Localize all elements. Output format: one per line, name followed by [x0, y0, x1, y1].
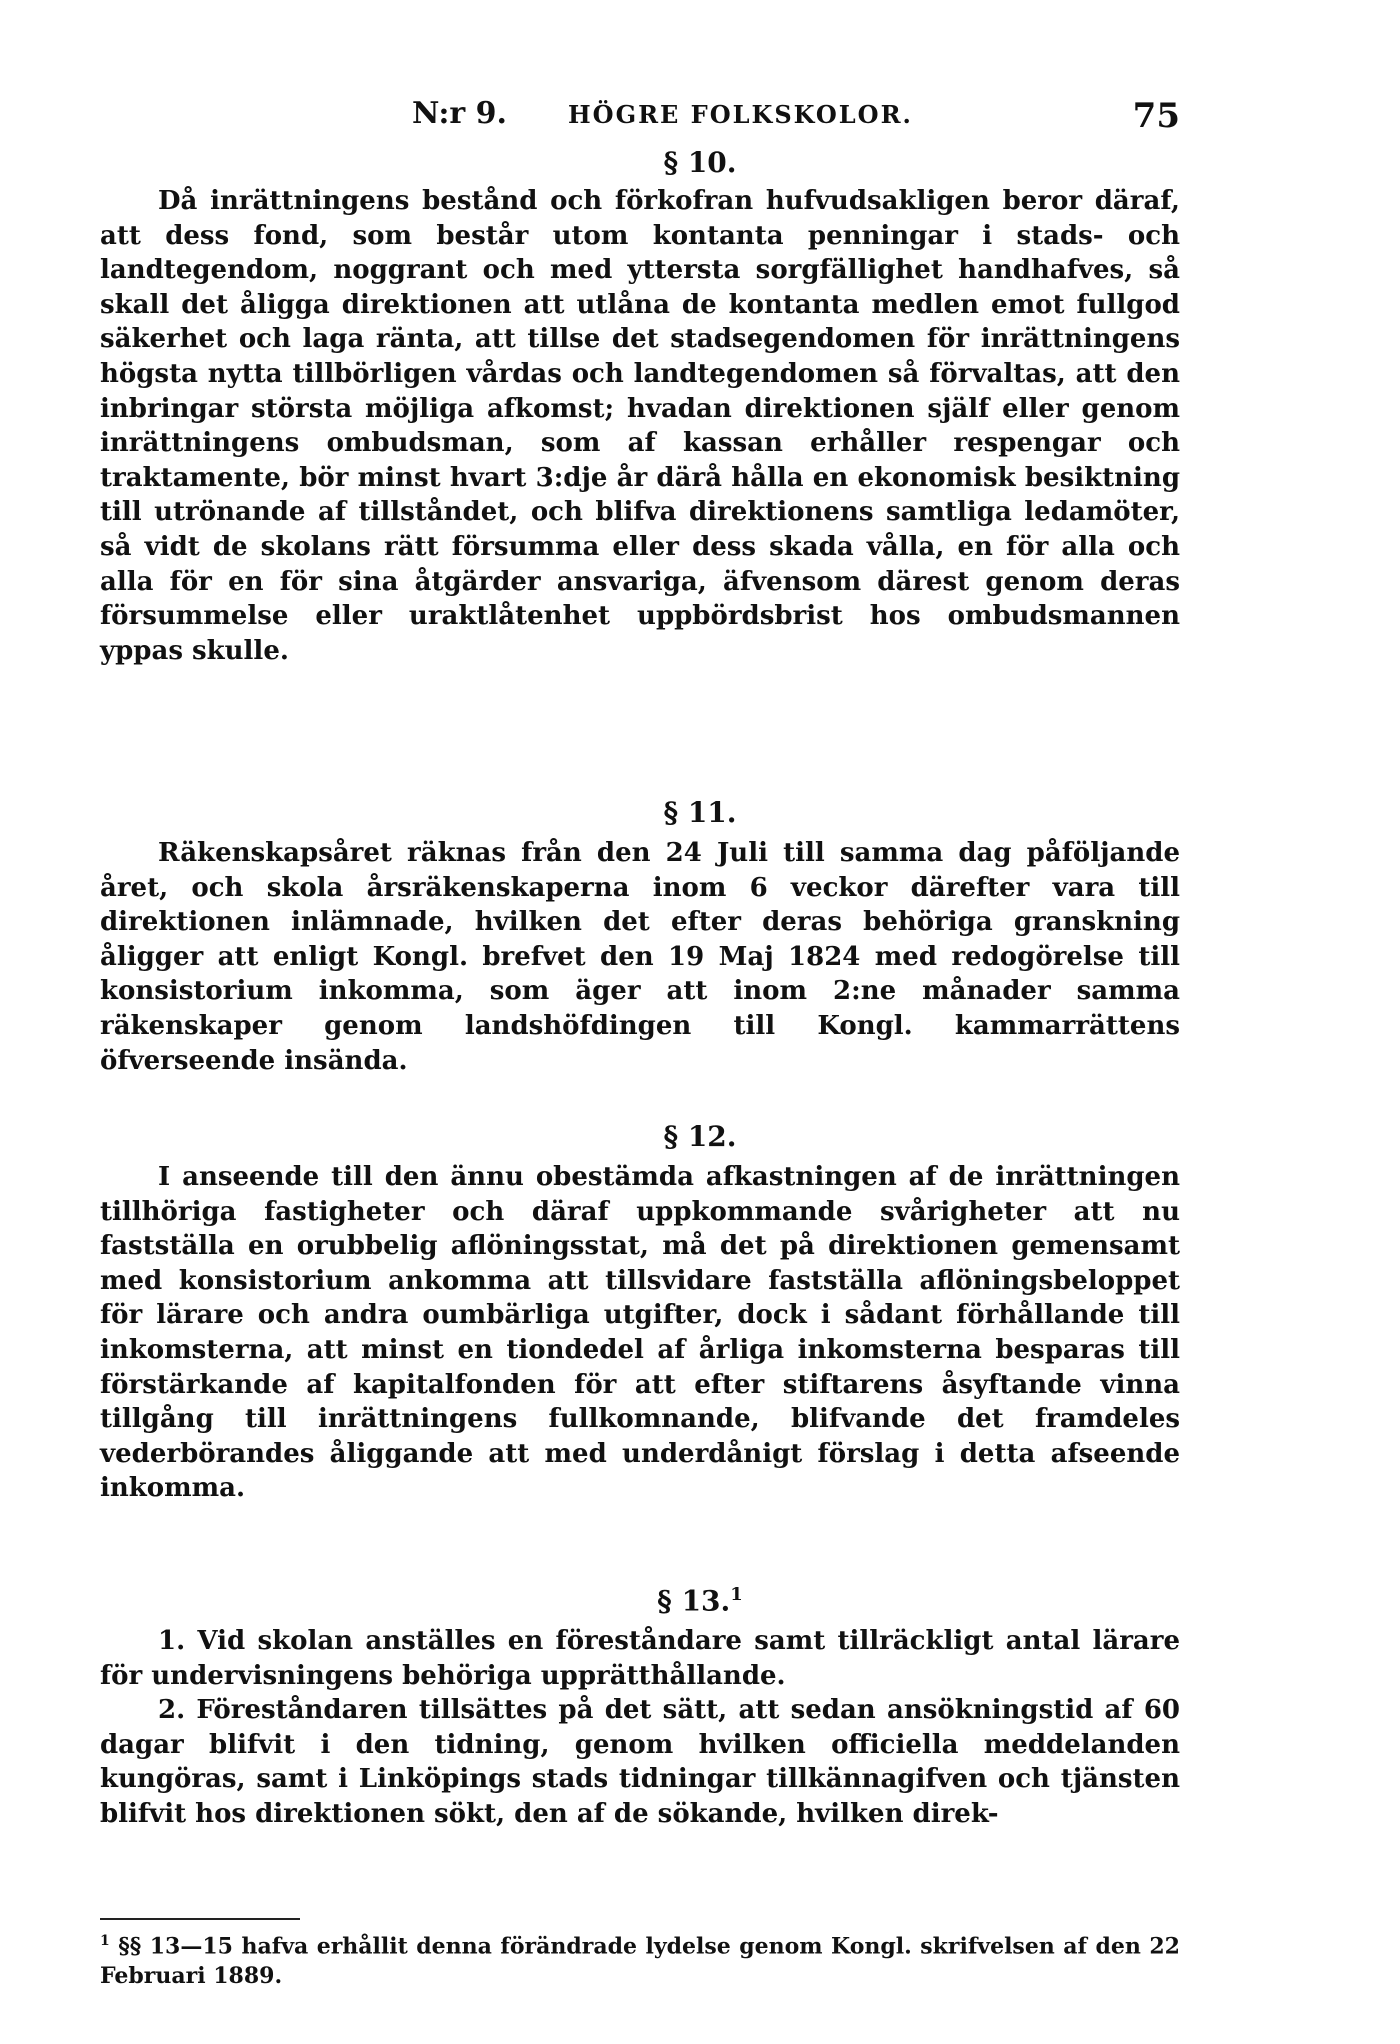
paragraph: Då inrättningens bestånd och förkofran hufvudsakligen beror däraf, att dess fond, som består utom kontanta penningar i stads- och landtegendom, noggrant och med yttersta sorgfällighet handhafves, så skall det åligga direktionen att utlåna de kontanta medlen emot fullgod säkerhet och laga ränta, att tillse det stadsegendomen för inrättningens högsta nytta tillbörligen vårdas och landtegendomen så förvaltas, att den inbringar största möjliga afkomst; hvadan direktionen själf eller genom inrättningens ombudsman, som af kassan erhåller respengar och traktamente, bör minst hvart 3:dje år därå hålla en ekonomisk besiktning till utrönande af tillståndet, och blifva direktionens samtliga ledamöter, så vidt de skolans rätt försumma eller dess skada vålla, en för alla och alla för en för sina åtgärder ansvariga, äfvensom därest genom deras försummelse eller uraktlåtenhet uppbördsbrist hos ombudsmannen yppas skulle.	[100, 186, 1180, 666]
numbered-paragraph: 2. Föreståndaren tillsättes på det sätt, att sedan ansökningstid af 60 dagar blifvit i den tidning, genom hvilken officiella meddelanden kungöras, samt i Linköpings stads tidningar tillkännagifven och tjänsten blifvit hos direktionen sökt, den af de sökande, hvilken direk-	[100, 1695, 1180, 1829]
section-heading-13	[0, 1584, 1400, 1617]
running-header	[100, 96, 1180, 140]
section-heading-12: § 12.	[663, 1120, 737, 1153]
series-number: N:r 9.	[412, 96, 507, 131]
section-12-text	[100, 1160, 1180, 1506]
running-title: HÖGRE FOLKSKOLOR.	[568, 100, 913, 129]
section-13-text	[100, 1624, 1180, 1832]
section-heading-13-label: § 13.	[657, 1584, 731, 1618]
footnote-divider	[100, 1918, 300, 1920]
section-heading-11: § 11.	[663, 796, 737, 829]
paragraph: Räkenskapsåret räknas från den 24 Juli till samma dag påföljande året, och skola årsräkenskaperna inom 6 veckor därefter vara till direktionen inlämnade, hvilken det efter deras behöriga granskning åligger att enligt Kongl. brefvet den 19 Maj 1824 med redogörelse till konsistorium inkomma, som äger att inom 2:ne månader samma räkenskaper genom landshöfdingen till Kongl. kammarrättens öfverseende insända.	[100, 838, 1180, 1076]
footnote-mark: 1	[100, 1933, 110, 1949]
footnote-reference: 1	[730, 1584, 743, 1605]
footnote	[100, 1926, 1180, 1991]
footnote-text: §§ 13—15 hafva erhållit denna förändrade lydelse genom Kongl. skrifvelsen af den 22 Februari 1889.	[100, 1933, 1180, 1990]
page-number: 75	[1132, 96, 1180, 136]
numbered-paragraph: 1. Vid skolan anställes en föreståndare samt tillräckligt antal lärare för undervisningens behöriga upprätthållande.	[100, 1626, 1180, 1691]
section-heading-10: § 10.	[663, 146, 737, 179]
section-10-text	[100, 184, 1180, 668]
section-11-text	[100, 836, 1180, 1078]
paragraph: I anseende till den ännu obestämda afkastningen af de inrättningen tillhöriga fastigheter och däraf uppkommande svårigheter att nu fastställa en orubbelig aflöningsstat, må det på direktionen gemensamt med konsistorium ankomma att tillsvidare fastställa aflöningsbeloppet för lärare och andra oumbärliga utgifter, dock i sådant förhållande till inkomsterna, att minst en tiondedel af årliga inkomsterna besparas till förstärkande af kapitalfonden för att efter stiftarens åsyftande vinna tillgång till inrättningens fullkomnande, blifvande det framdeles vederbörandes åliggande att med underdånigt förslag i detta afseende inkomma.	[100, 1162, 1180, 1504]
